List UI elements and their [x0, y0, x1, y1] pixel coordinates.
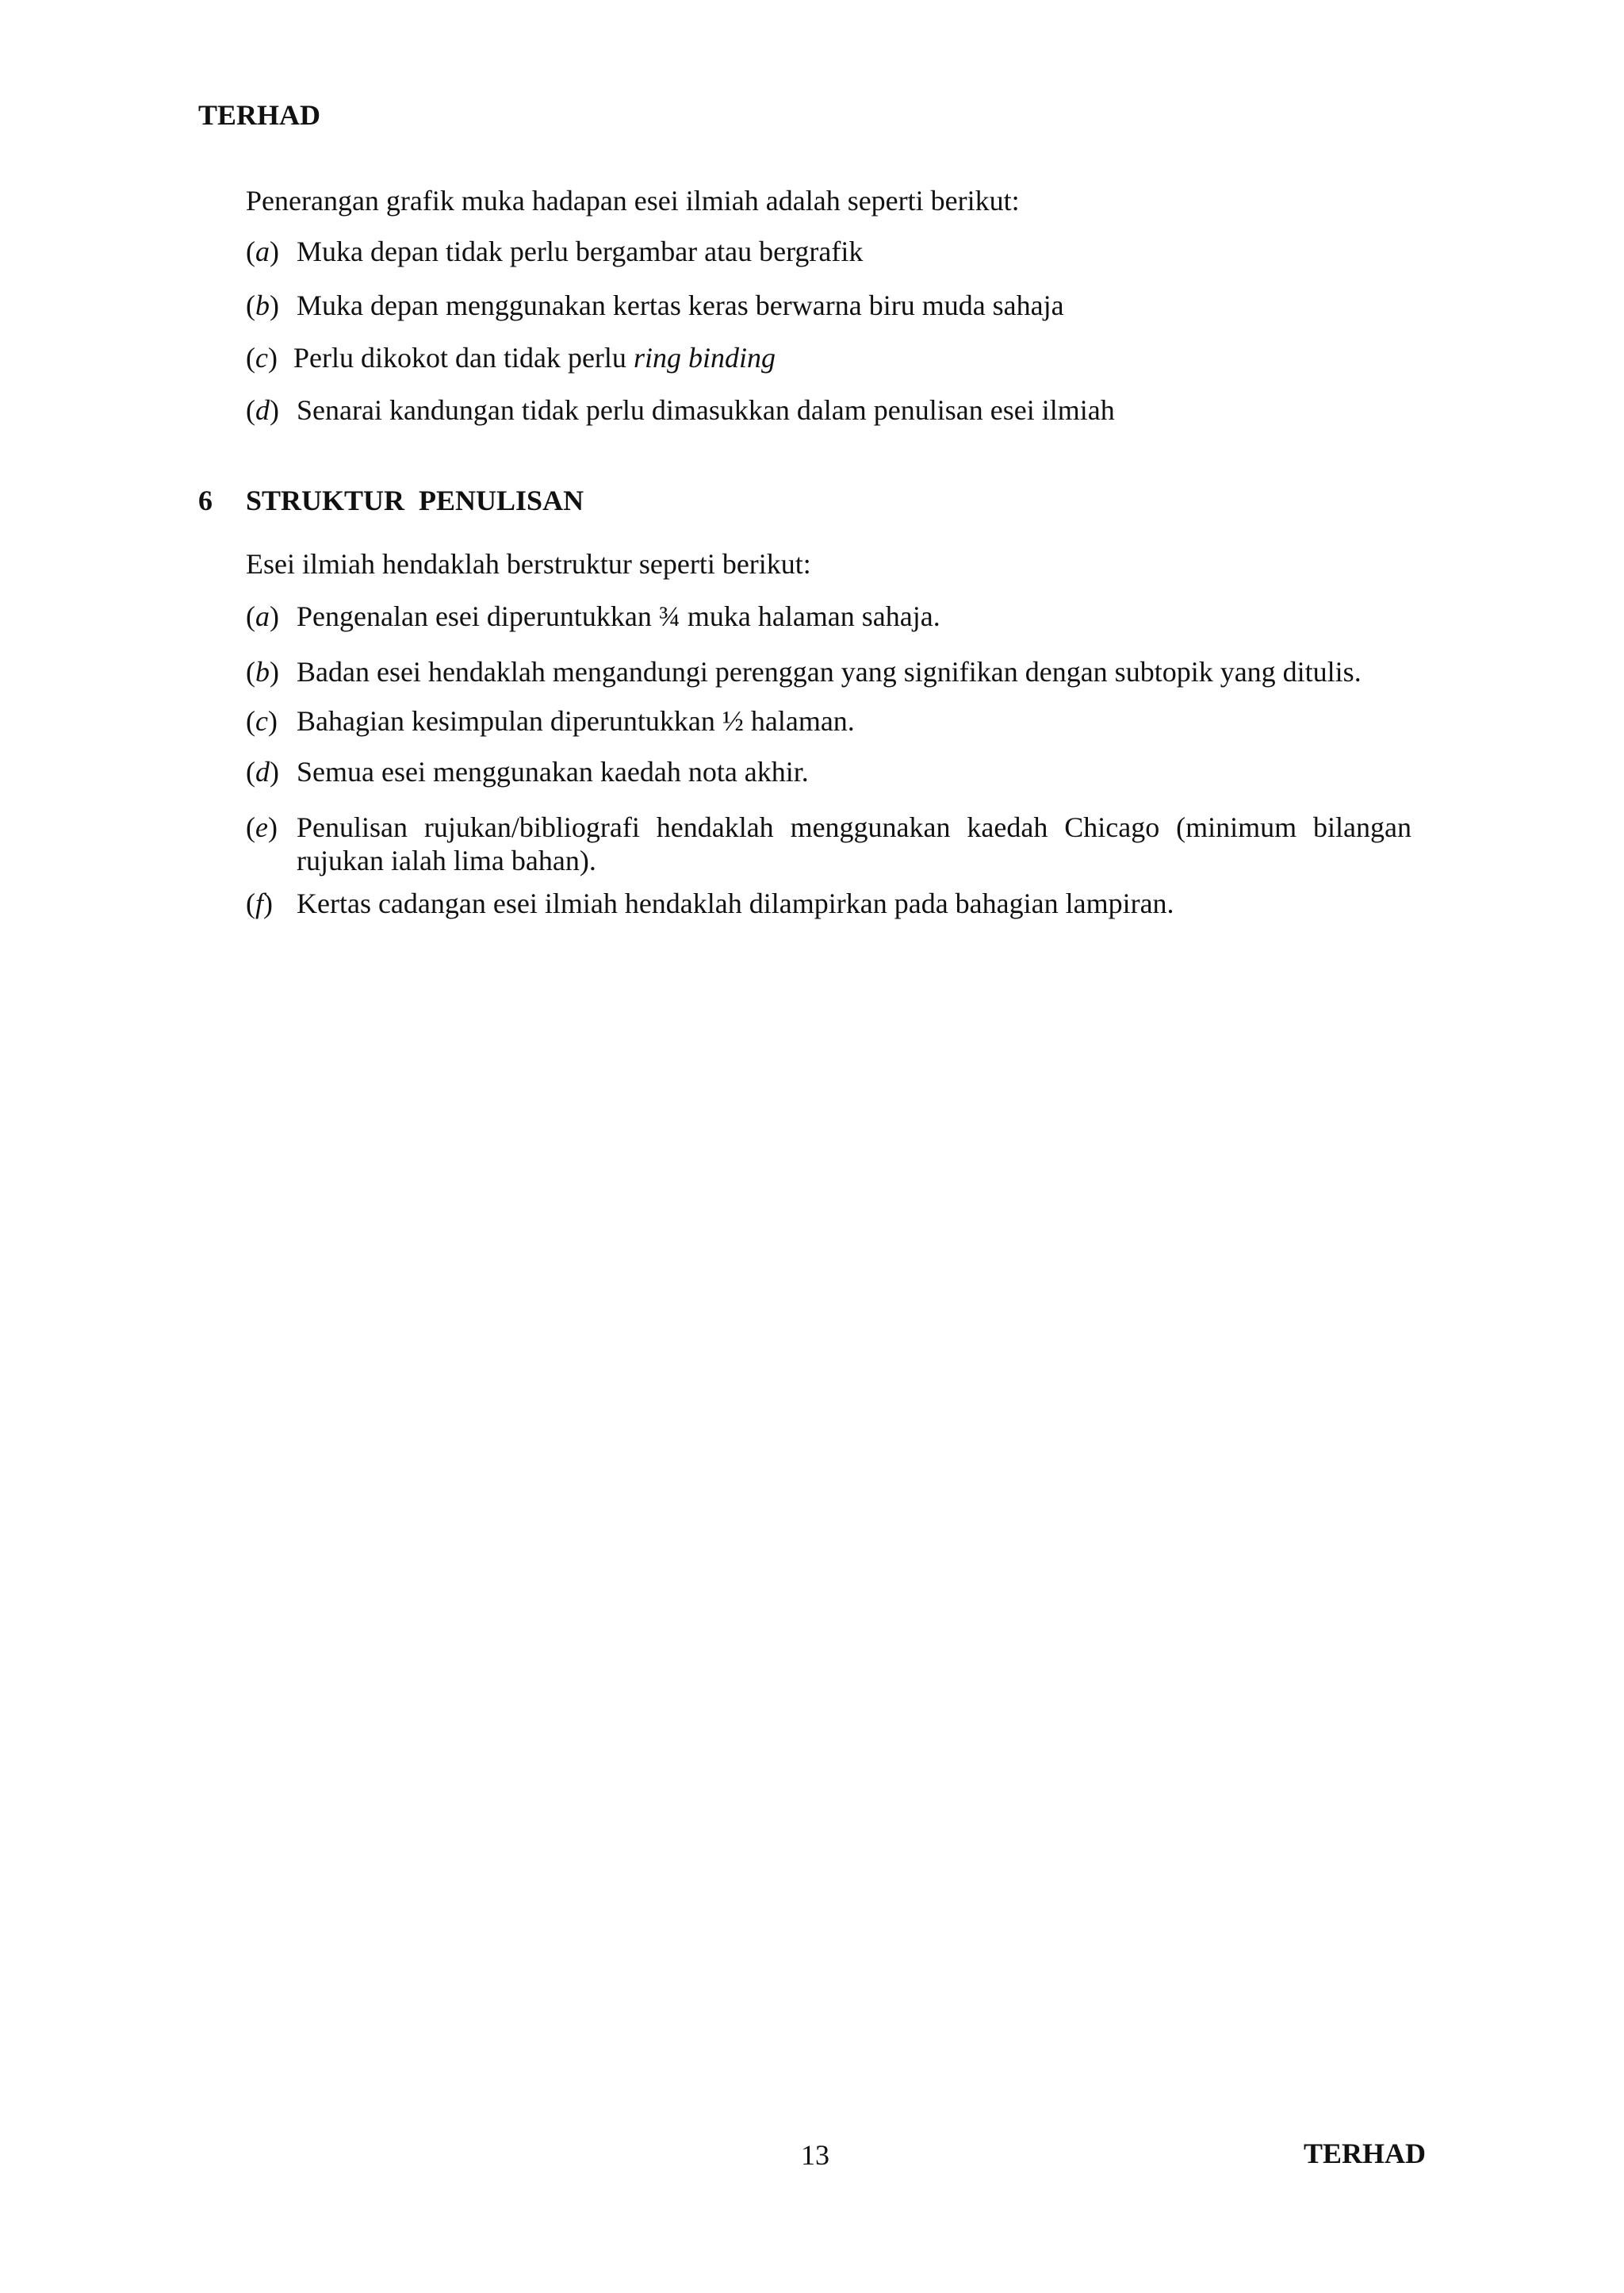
item-label: (c) — [246, 342, 278, 374]
item-text: Perlu dikokot dan tidak perlu — [293, 342, 634, 374]
graphics-item-a — [246, 235, 863, 268]
item-label: (b) — [246, 656, 279, 688]
item-label: (a) — [246, 236, 279, 267]
item-label: (d) — [246, 756, 279, 788]
item-text: Muka depan menggunakan kertas keras berwarna biru muda sahaja — [297, 290, 1064, 321]
item-text: Semua esei menggunakan kaedah nota akhir. — [297, 756, 809, 788]
item-label: (f) — [246, 888, 274, 919]
item-text: Muka depan tidak perlu bergambar atau bergrafik — [297, 236, 864, 267]
item-label: (a) — [246, 600, 279, 632]
structure-item-b — [246, 655, 1362, 688]
item-text: Bahagian kesimpulan diperuntukkan ½ halaman. — [297, 705, 855, 737]
graphics-item-d — [246, 393, 1115, 427]
item-label: (e) — [246, 811, 278, 843]
item-text: Badan esei hendaklah mengandungi perenggan yang signifikan dengan subtopik yang ditulis. — [297, 656, 1362, 688]
page-number: 13 — [801, 2139, 829, 2171]
graphics-intro: Penerangan grafik muka hadapan esei ilmiah adalah seperti berikut: — [246, 185, 1020, 217]
item-label: (c) — [246, 705, 278, 737]
structure-item-d — [246, 755, 809, 788]
section-title: STRUKTUR PENULISAN — [246, 485, 584, 516]
structure-item-c — [246, 704, 855, 738]
item-text: Pengenalan esei diperuntukkan ¾ muka halaman sahaja. — [297, 600, 940, 632]
item-text: Kertas cadangan esei ilmiah hendaklah dilampirkan pada bahagian lampiran. — [297, 888, 1174, 919]
item-text: Penulisan rujukan/bibliografi hendaklah menggunakan kaedah Chicago (minimum bilangan rujukan ialah lima bahan). — [297, 811, 1411, 876]
item-text: Senarai kandungan tidak perlu dimasukkan dalam penulisan esei ilmiah — [297, 394, 1115, 426]
item-label: (b) — [246, 290, 279, 321]
footer-classification: TERHAD — [1304, 2138, 1427, 2169]
structure-item-a — [246, 600, 940, 633]
structure-item-e — [246, 811, 1411, 877]
graphics-item-b — [246, 289, 1064, 322]
item-label: (d) — [246, 394, 279, 426]
item-italic-text: ring binding — [633, 342, 776, 374]
structure-item-f — [246, 887, 1174, 920]
section-intro: Esei ilmiah hendaklah berstruktur seperti berikut: — [246, 548, 811, 580]
graphics-item-c — [246, 341, 776, 374]
header-classification: TERHAD — [198, 99, 321, 131]
section-number: 6 — [198, 485, 213, 516]
